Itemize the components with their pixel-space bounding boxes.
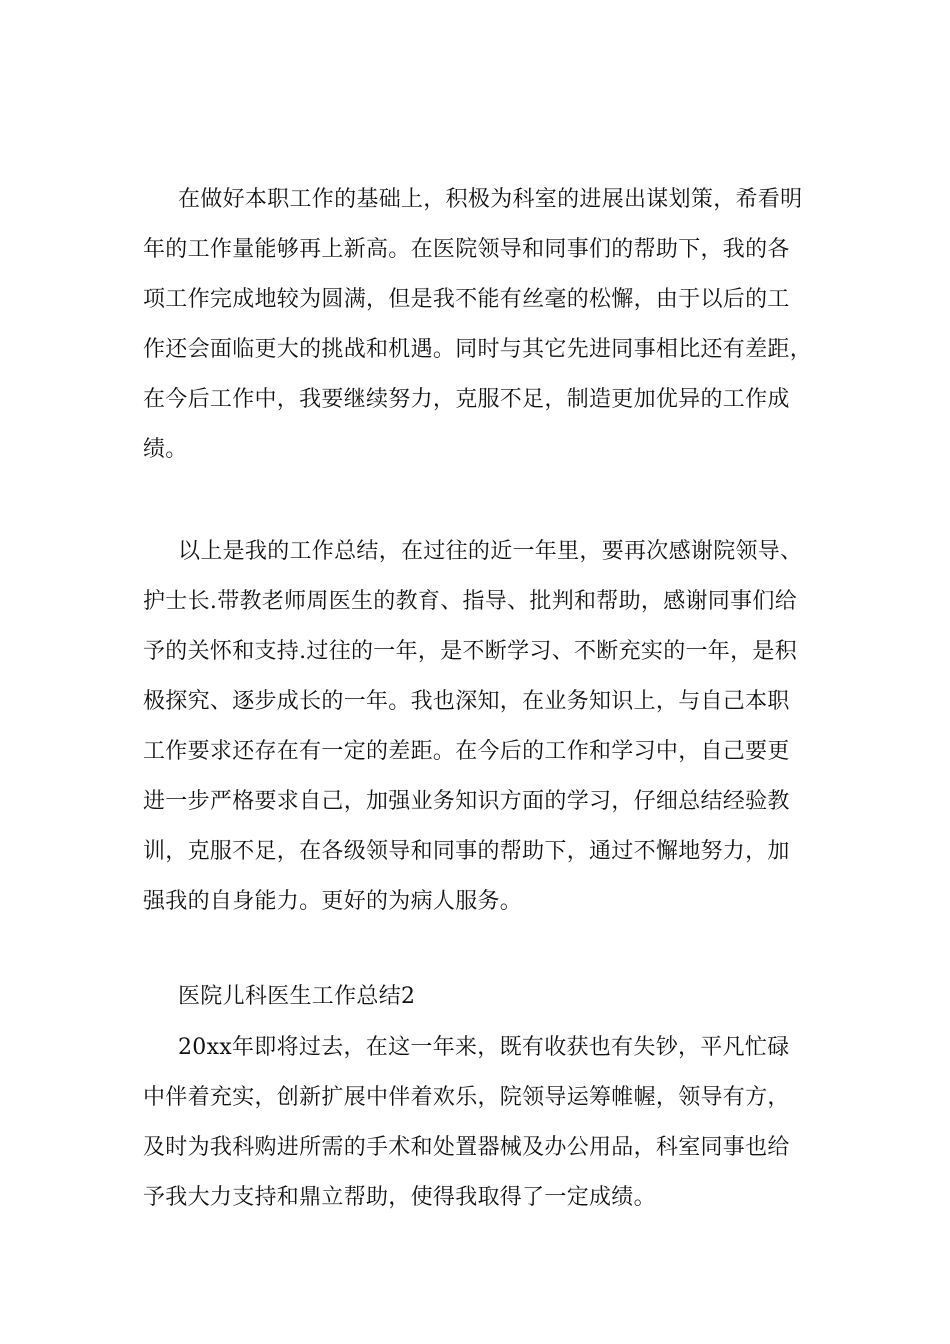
paragraph-line: 予的关怀和支持.过往的一年，是不断学习、不断充实的一年，是积	[143, 639, 797, 664]
paragraph-line: 予我大力支持和鼎立帮助，使得我取得了一定成绩。	[143, 1185, 656, 1210]
paragraph-3	[143, 1023, 813, 1223]
section-heading	[143, 972, 813, 1022]
paragraph-line: 进一步严格要求自己，加强业务知识方面的学习，仔细总结经验教	[143, 789, 790, 814]
paragraph-line: 在今后工作中，我要继续努力，克服不足，制造更加优异的工作成	[143, 387, 790, 412]
paragraph-line: 护士长.带教老师周医生的教育、指导、批判和帮助，感谢同事们给	[143, 589, 797, 614]
paragraph-line: 年的工作量能够再上新高。在医院领导和同事们的帮助下，我的各	[143, 237, 790, 262]
paragraph-line: 以上是我的工作总结，在过往的近一年里，要再次感谢院领导、	[178, 539, 803, 564]
paragraph-line: 20xx年即将过去，在这一年来，既有收获也有失钞，平凡忙碌	[178, 1035, 790, 1060]
paragraph-line: 中伴着充实，创新扩展中伴着欢乐，院领导运筹帷幄，领导有方，	[143, 1085, 790, 1110]
paragraph-line: 极探究、逐步成长的一年。我也深知，在业务知识上，与自己本职	[143, 689, 790, 714]
paragraph-line: 绩。	[143, 437, 188, 462]
section-heading-text: 医院儿科医生工作总结2	[178, 984, 416, 1009]
paragraph-line: 作还会面临更大的挑战和机遇。同时与其它先进同事相比还有差距，	[143, 337, 813, 362]
paragraph-line: 训，克服不足，在各级领导和同事的帮助下，通过不懈地努力，加	[143, 839, 790, 864]
paragraph-line: 工作要求还存在有一定的差距。在今后的工作和学习中，自己要更	[143, 739, 790, 764]
paragraph-2	[143, 527, 813, 927]
paragraph-1	[143, 175, 813, 475]
paragraph-line: 项工作完成地较为圆满，但是我不能有丝毫的松懈，由于以后的工	[143, 287, 790, 312]
paragraph-line: 在做好本职工作的基础上，积极为科室的进展出谋划策，希看明	[178, 187, 803, 212]
paragraph-line: 及时为我科购进所需的手术和处置器械及办公用品，科室同事也给	[143, 1135, 790, 1160]
paragraph-line: 强我的自身能力。更好的为病人服务。	[143, 889, 523, 914]
